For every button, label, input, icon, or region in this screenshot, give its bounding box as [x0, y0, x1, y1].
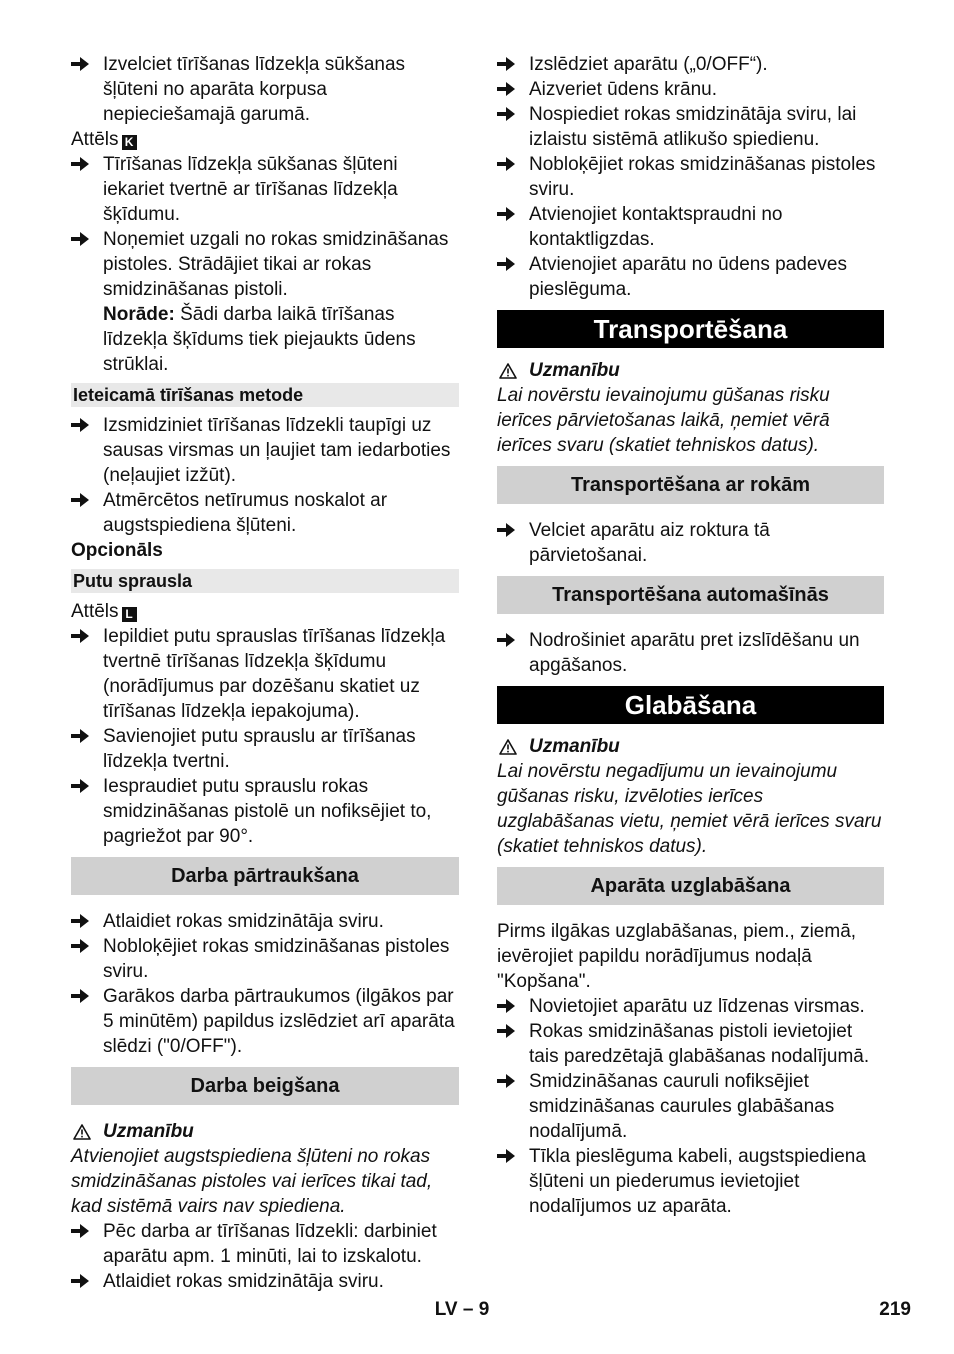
instruction-item: Iepildiet putu sprauslas tīrīšanas līdzekļa tvertnē tīrīšanas līdzekļa šķīdumu (norādījumus par dozēšanu skatiet uz tīrīšanas līdzekļa iepakojuma).: [71, 624, 459, 724]
instruction-item: Tīrīšanas līdzekļa sūkšanas šļūteni iekariet tvertnē ar tīrīšanas līdzekļa šķīdumu.: [71, 152, 459, 227]
arrow-right-icon: [71, 724, 93, 749]
page-footer-label: LV – 9: [434, 1299, 490, 1320]
arrow-right-icon: [497, 202, 519, 227]
instruction-item: Izsmidziniet tīrīšanas līdzekli taupīgi uz sausas virsmas un ļaujiet tam iedarboties (neļaujiet izžūt).: [71, 413, 459, 488]
section-heading: Aparāta uzglabāšana: [497, 867, 884, 905]
arrow-right-icon: [71, 624, 93, 649]
warning-heading: Uzmanību: [71, 1119, 459, 1144]
arrow-right-icon: [497, 252, 519, 277]
arrow-right-icon: [71, 984, 93, 1009]
figure-badge: K: [122, 135, 137, 150]
instruction-item: Atvienojiet kontaktspraudni no kontaktligzdas.: [497, 202, 884, 252]
arrow-right-icon: [71, 1219, 93, 1244]
instruction-item: Garākos darba pārtraukumos (ilgākos par 5 minūtēm) papildus izslēdziet arī aparāta slēdzi ("0/OFF").: [71, 984, 459, 1059]
chapter-heading: Glabāšana: [497, 686, 884, 724]
warning-text: Lai novērstu negadījumu un ievainojumu gūšanas risku, izvēloties ierīces uzglabāšanas vietu, ņemiet vērā ierīces svaru (skatiet tehniskos datus).: [497, 761, 882, 857]
right-column: [497, 52, 884, 1219]
instruction-item: Iespraudiet putu sprauslu rokas smidzināšanas pistolē un nofiksējiet to, pagriežot par 90°.: [71, 774, 459, 849]
instruction-item: Nospiediet rokas smidzinātāja sviru, lai izlaistu sistēmā atlikušo spiedienu.: [497, 102, 884, 152]
arrow-right-icon: [497, 102, 519, 127]
instruction-item: Savienojiet putu sprauslu ar tīrīšanas līdzekļa tvertni.: [71, 724, 459, 774]
arrow-right-icon: [71, 413, 93, 438]
warning-heading: Uzmanību: [497, 734, 884, 759]
warning-icon: [73, 1122, 91, 1147]
arrow-right-icon: [497, 994, 519, 1019]
figure-reference: Attēls L: [71, 599, 459, 624]
instruction-item: Novietojiet aparātu uz līdzenas virsmas.: [497, 994, 884, 1019]
instruction-item: Atvienojiet aparātu no ūdens padeves pieslēguma.: [497, 252, 884, 302]
arrow-right-icon: [497, 628, 519, 653]
section-heading: Transportēšana automašīnās: [497, 576, 884, 614]
section-heading: Darba pārtraukšana: [71, 857, 459, 895]
subsection-heading: Putu sprausla: [71, 569, 459, 593]
instruction-item: Izvelciet tīrīšanas līdzekļa sūkšanas šļūteni no aparāta korpusa nepieciešamajā garumā.: [71, 52, 459, 127]
instruction-item: Rokas smidzināšanas pistoli ievietojiet tais paredzētajā glabāšanas nodalījumā.: [497, 1019, 884, 1069]
arrow-right-icon: [497, 518, 519, 543]
arrow-right-icon: [497, 152, 519, 177]
page-number: 219: [879, 1299, 911, 1320]
section-heading: Transportēšana ar rokām: [497, 466, 884, 504]
arrow-right-icon: [497, 1069, 519, 1094]
arrow-right-icon: [71, 227, 93, 252]
arrow-right-icon: [497, 1144, 519, 1169]
arrow-right-icon: [497, 1019, 519, 1044]
warning-icon: [499, 737, 517, 762]
chapter-heading: Transportēšana: [497, 310, 884, 348]
warning-text: Lai novērstu ievainojumu gūšanas risku ierīces pārvietošanas laikā, ņemiet vērā ierīces svaru (skatiet tehniskos datus).: [497, 385, 830, 456]
section-heading: Darba beigšana: [71, 1067, 459, 1105]
arrow-right-icon: [71, 1269, 93, 1294]
arrow-right-icon: [71, 909, 93, 934]
warning-text: Atvienojiet augstspiediena šļūteni no rokas smidzināšanas pistoles vai ierīces tikai tad, kad sistēmā vairs nav spiediena.: [71, 1146, 433, 1217]
instruction-item: Velciet aparātu aiz roktura tā pārvietošanai.: [497, 518, 884, 568]
instruction-item: Aizveriet ūdens krānu.: [497, 77, 884, 102]
instruction-item: Tīkla pieslēguma kabeli, augstspiediena šļūteni un piederumus ievietojiet nodalījumos uz aparāta.: [497, 1144, 884, 1219]
instruction-item: Atlaidiet rokas smidzinātāja sviru.: [71, 1269, 459, 1294]
arrow-right-icon: [71, 488, 93, 513]
figure-badge: L: [122, 607, 137, 622]
note: Norāde: Šādi darba laikā tīrīšanas līdzekļa šķīdums tiek piejaukts ūdens strūklai.: [103, 304, 416, 375]
arrow-right-icon: [71, 774, 93, 799]
figure-reference: Attēls K: [71, 127, 459, 152]
arrow-right-icon: [497, 77, 519, 102]
arrow-right-icon: [71, 152, 93, 177]
instruction-item: Nobloķējiet rokas smidzināšanas pistoles sviru.: [497, 152, 884, 202]
instruction-item: Nodrošiniet aparātu pret izslīdēšanu un apgāšanos.: [497, 628, 884, 678]
left-column: [71, 52, 459, 1294]
instruction-item: Pēc darba ar tīrīšanas līdzekli: darbiniet aparātu apm. 1 minūti, lai to izskalotu.: [71, 1219, 459, 1269]
warning-heading: Uzmanību: [497, 358, 884, 383]
arrow-right-icon: [71, 934, 93, 959]
instruction-item: Izslēdziet aparātu („0/OFF“).: [497, 52, 884, 77]
instruction-item: Smidzināšanas cauruli nofiksējiet smidzināšanas caurules glabāšanas nodalījumā.: [497, 1069, 884, 1144]
instruction-item: Atmērcētos netīrumus noskalot ar augstspiediena šļūteni.: [71, 488, 459, 538]
instruction-item: Nobloķējiet rokas smidzināšanas pistoles sviru.: [71, 934, 459, 984]
arrow-right-icon: [71, 52, 93, 77]
warning-icon: [499, 361, 517, 386]
optional-label: Opcionāls: [71, 540, 163, 561]
instruction-item: Atlaidiet rokas smidzinātāja sviru.: [71, 909, 459, 934]
arrow-right-icon: [497, 52, 519, 77]
instruction-item: Noņemiet uzgali no rokas smidzināšanas pistoles. Strādājiet tikai ar rokas smidzināšanas pistoli. Norāde: Šādi darba laikā tīrīšanas līdzekļa šķīdums tiek piejaukts ūdens strūklai.: [71, 227, 459, 377]
subsection-heading: Ieteicamā tīrīšanas metode: [71, 383, 459, 407]
paragraph: Pirms ilgākas uzglabāšanas, piem., ziemā, ievērojiet papildu norādījumus nodaļā "Kopšana".: [497, 921, 857, 992]
